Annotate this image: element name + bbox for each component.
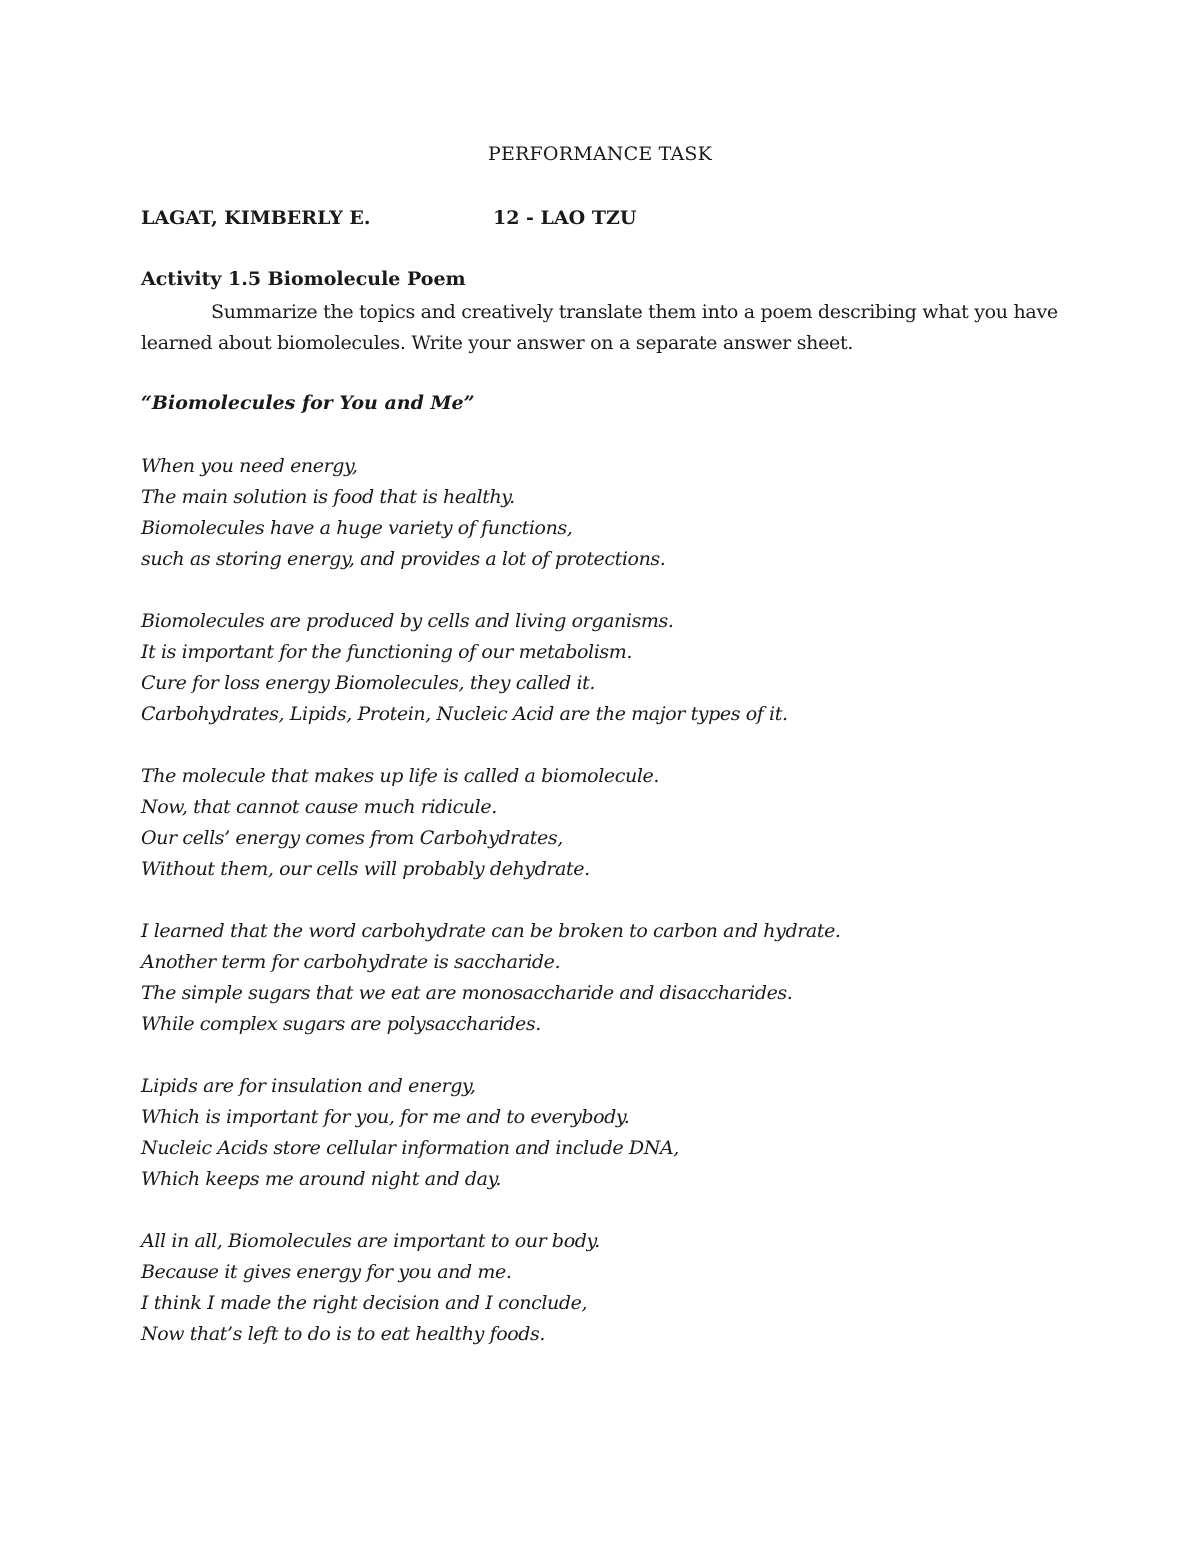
activity-title: Activity 1.5 Biomolecule Poem [141,268,466,290]
poem-line: Another term for carbohydrate is saccharide. [141,951,561,973]
poem-line: Now, that cannot cause much ridicule. [141,796,497,818]
poem-line: I think I made the right decision and I conclude, [141,1292,588,1314]
poem-stanza [141,1071,1071,1195]
poem-stanza [141,606,1071,730]
poem-line: Cure for loss energy Biomolecules, they called it. [141,672,596,694]
poem-title: “Biomolecules for You and Me” [141,392,475,414]
poem-line: Which keeps me around night and day. [141,1168,502,1190]
poem-line: I learned that the word carbohydrate can be broken to carbon and hydrate. [141,920,841,942]
poem-line: Now that’s left to do is to eat healthy foods. [141,1323,546,1345]
poem-line: Because it gives energy for you and me. [141,1261,512,1283]
poem-stanza [141,1226,1071,1350]
poem-line: All in all, Biomolecules are important to our body. [141,1230,600,1252]
poem-line: Carbohydrates, Lipids, Protein, Nucleic Acid are the major types of it. [141,703,788,725]
poem-stanza [141,916,1071,1040]
poem-stanza [141,451,1071,575]
poem-line: The molecule that makes up life is called a biomolecule. [141,765,659,787]
poem-line: Nucleic Acids store cellular information and include DNA, [141,1137,679,1159]
poem-line: Which is important for you, for me and to everybody. [141,1106,630,1128]
poem-line: Biomolecules are produced by cells and living organisms. [141,610,674,632]
poem-line: The main solution is food that is healthy. [141,486,515,508]
poem-line: Our cells’ energy comes from Carbohydrates, [141,827,563,849]
poem-body [141,451,1071,1381]
poem-line: The simple sugars that we eat are monosaccharide and disaccharides. [141,982,793,1004]
poem-line: It is important for the functioning of our metabolism. [141,641,632,663]
poem-line: While complex sugars are polysaccharides. [141,1013,541,1035]
poem-line: such as storing energy, and provides a lot of protections. [141,548,666,570]
poem-line: Lipids are for insulation and energy, [141,1075,476,1097]
poem-stanza [141,761,1071,885]
poem-line: When you need energy, [141,455,358,477]
poem-line: Without them, our cells will probably dehydrate. [141,858,590,880]
page-title: PERFORMANCE TASK [487,143,713,165]
student-section: 12 - LAO TZU [493,207,637,229]
poem-line: Biomolecules have a huge variety of functions, [141,517,573,539]
student-name: LAGAT, KIMBERLY E. [141,207,371,229]
activity-instructions: Summarize the topics and creatively translate them into a poem describing what you have learned about biomolecules. Write your answer on a separate answer sheet. [141,301,1058,354]
